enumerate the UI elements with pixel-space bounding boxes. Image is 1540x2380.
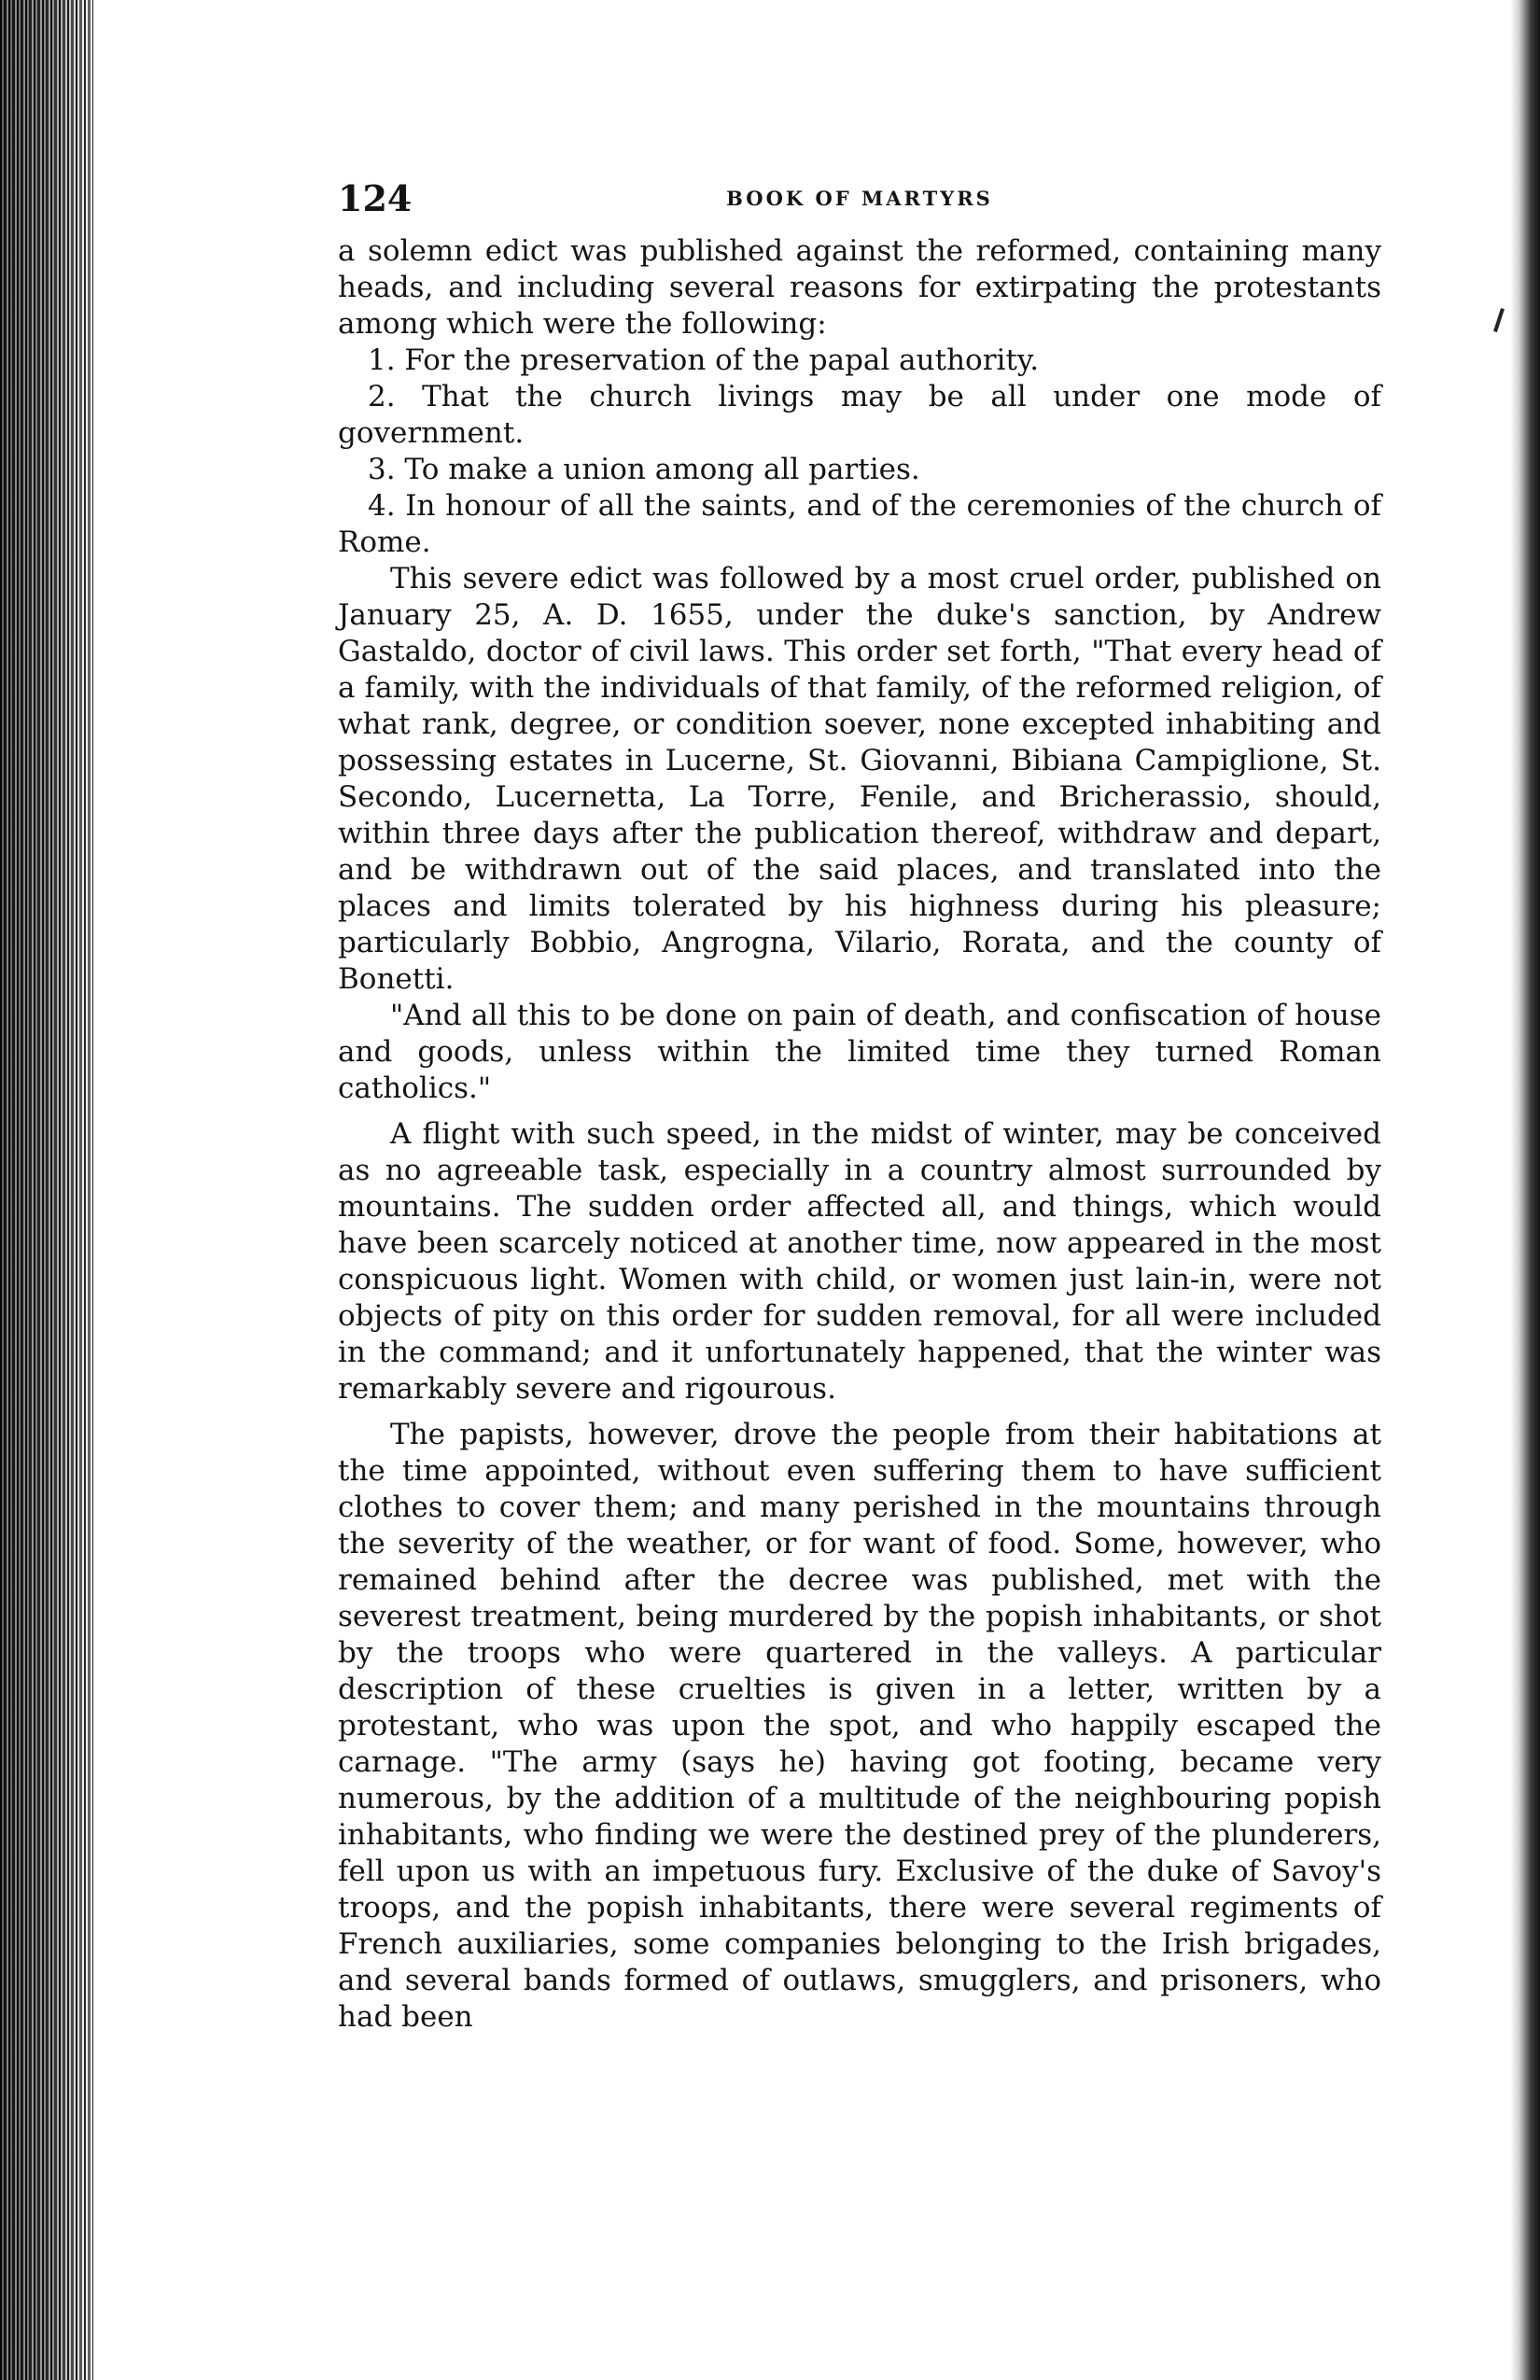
list-item-4: 4. In honour of all the saints, and of the ceremonies of the church of Rome. <box>338 489 1381 559</box>
book-binding-edge <box>0 0 93 2380</box>
page-right-edge <box>1510 0 1540 2380</box>
page-number: 124 <box>338 177 413 219</box>
list-item-1: 1. For the preservation of the papal authority. <box>368 343 1040 377</box>
list-item-2: 2. That the church livings may be all under one mode of government. <box>338 380 1381 450</box>
book-page <box>338 177 1381 2036</box>
page-header <box>338 177 1381 233</box>
paragraph-pain-of-death: "And all this to be done on pain of death, and confiscation of house and goods, unless within the limited time they turned Roman catholics." <box>338 999 1381 1105</box>
paragraph-papists: The papists, however, drove the people from their habitations at the time appointed, without even suffering them to have sufficient clothes to cover them; and many perished in the mountains through the severity of the weather, or for want of food. Some, however, who remained behind after the decree was published, met with the severest treatment, being murdered by the popish inhabitants, or shot by the troops who were quartered in the valleys. A particular description of these cruelties is given in a letter, written by a protestant, who was upon the spot, and who happily escaped the carnage. "The army (says he) having got footing, became very numerous, by the addition of a multitude of the neighbouring popish inhabitants, who finding we were the destined prey of the plunderers, fell upon us with an impetuous fury. Exclusive of the duke of Savoy's troops, and the popish inhabitants, there were several regiments of French auxiliaries, some companies belonging to the Irish brigades, and several bands formed of outlaws, smugglers, and prisoners, who had been <box>338 1418 1381 2034</box>
paragraph-cruel-order: This severe edict was followed by a most cruel order, published on January 25, A. D. 1655, under the duke's sanction, by Andrew Gastaldo, doctor of civil laws. This order set forth, "That every head of a family, with the individuals of that family, of the reformed religion, of what rank, degree, or condition soever, none excepted inhabiting and possessing estates in Lucerne, St. Giovanni, Bibiana Campiglione, St. Secondo, Lucernetta, La Torre, Fenile, and Bricherassio, should, within three days after the publication thereof, withdraw and depart, and be withdrawn out of the said places, and translated into the places and limits tolerated by his highness during his pleasure; particularly Bobbio, Angrogna, Vilario, Rorata, and the county of Bonetti. <box>338 562 1381 996</box>
paragraph-flight-winter: A flight with such speed, in the midst of winter, may be conceived as no agreeable task, especially in a country almost surrounded by mountains. The sudden order affected all, and things, which would have been scarcely noticed at another time, now appeared in the most conspicuous light. Women with child, or women just lain-in, were not objects of pity on this order for sudden removal, for all were included in the command; and it unfortunately happened, that the winter was remarkably severe and rigourous. <box>338 1117 1381 1406</box>
list-item-3: 3. To make a union among all parties. <box>368 453 920 486</box>
page-body <box>338 233 1381 2036</box>
margin-mark <box>1493 308 1505 332</box>
running-title: BOOK OF MARTYRS <box>726 187 993 210</box>
paragraph-edict-intro: a solemn edict was published against the reformed, containing many heads, and including several reasons for extirpating the protestants among which were the following: <box>338 234 1381 341</box>
